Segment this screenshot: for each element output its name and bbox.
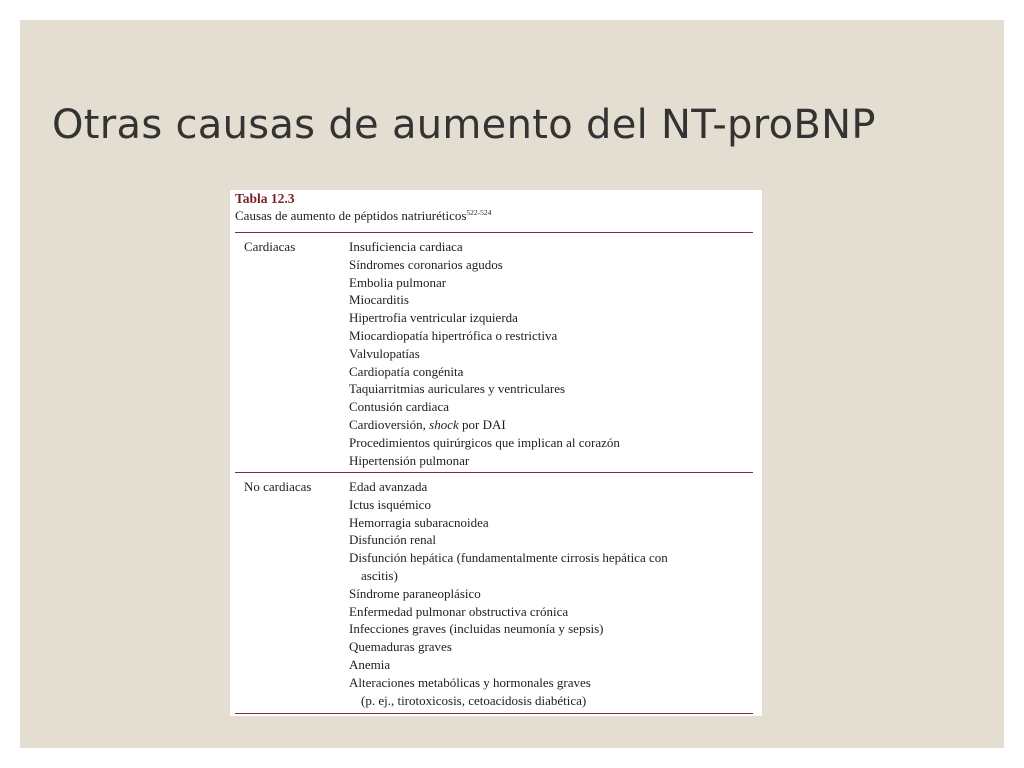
table-item: Hipertensión pulmonar (349, 452, 470, 468)
table-item: Ictus isquémico (349, 496, 431, 512)
table-caption-text: Causas de aumento de péptidos natriuréticos (235, 208, 467, 223)
table-item-continuation: ascitis) (361, 567, 398, 583)
group-items-cardiacas (349, 238, 620, 469)
table-caption-reference: 522-524 (466, 208, 492, 217)
table-item: Disfunción hepática (fundamentalmente cirrosis hepática con (349, 550, 668, 566)
table-caption (235, 208, 491, 224)
table-item: Anemia (349, 656, 391, 672)
table-group-divider (235, 472, 753, 473)
slide-title: Otras causas de aumento del NT-proBNP (52, 102, 876, 148)
table-item: Procedimientos quirúrgicos que implican al corazón (349, 434, 620, 450)
table-item-text: Cardioversión, (349, 416, 430, 432)
table-item: Cardiopatía congénita (349, 363, 464, 379)
table-item: Insuficiencia cardiaca (349, 239, 463, 254)
group-label-no-cardiacas: No cardiacas (244, 479, 312, 494)
table-item-text: por DAI (458, 416, 506, 432)
table-item: Contusión cardiaca (349, 399, 449, 415)
table-item: Miocarditis (349, 292, 409, 308)
table-item: Síndrome paraneoplásico (349, 585, 481, 601)
table-item: Disfunción renal (349, 532, 437, 548)
table-item: Infecciones graves (incluidas neumonía y sepsis) (349, 621, 604, 637)
table-item: Quemaduras graves (349, 639, 452, 655)
slide (20, 20, 1004, 748)
table-top-rule (235, 232, 753, 233)
table-item: Edad avanzada (349, 479, 428, 494)
group-label-cardiacas: Cardiacas (244, 239, 296, 254)
table-item (349, 416, 620, 434)
group-items-no-cardiacas (349, 478, 668, 709)
table-item: Síndromes coronarios agudos (349, 256, 503, 272)
table-item: Miocardiopatía hipertrófica o restrictiva (349, 327, 558, 343)
table-item: Hemorragia subaracnoidea (349, 514, 489, 530)
table-label: Tabla 12.3 (235, 191, 295, 206)
table-item-emphasis: shock (429, 416, 459, 432)
table-item-continuation: (p. ej., tirotoxicosis, cetoacidosis diabética) (361, 692, 587, 708)
table-item: Alteraciones metabólicas y hormonales graves (349, 674, 591, 690)
table-item: Hipertrofia ventricular izquierda (349, 310, 518, 326)
table-item: Taquiarritmias auriculares y ventriculares (349, 381, 566, 397)
table-item: Valvulopatías (349, 345, 420, 361)
table-item: Enfermedad pulmonar obstructiva crónica (349, 603, 569, 619)
table-item: Embolia pulmonar (349, 274, 447, 290)
table-figure (230, 190, 762, 716)
table-bottom-rule (235, 713, 753, 714)
